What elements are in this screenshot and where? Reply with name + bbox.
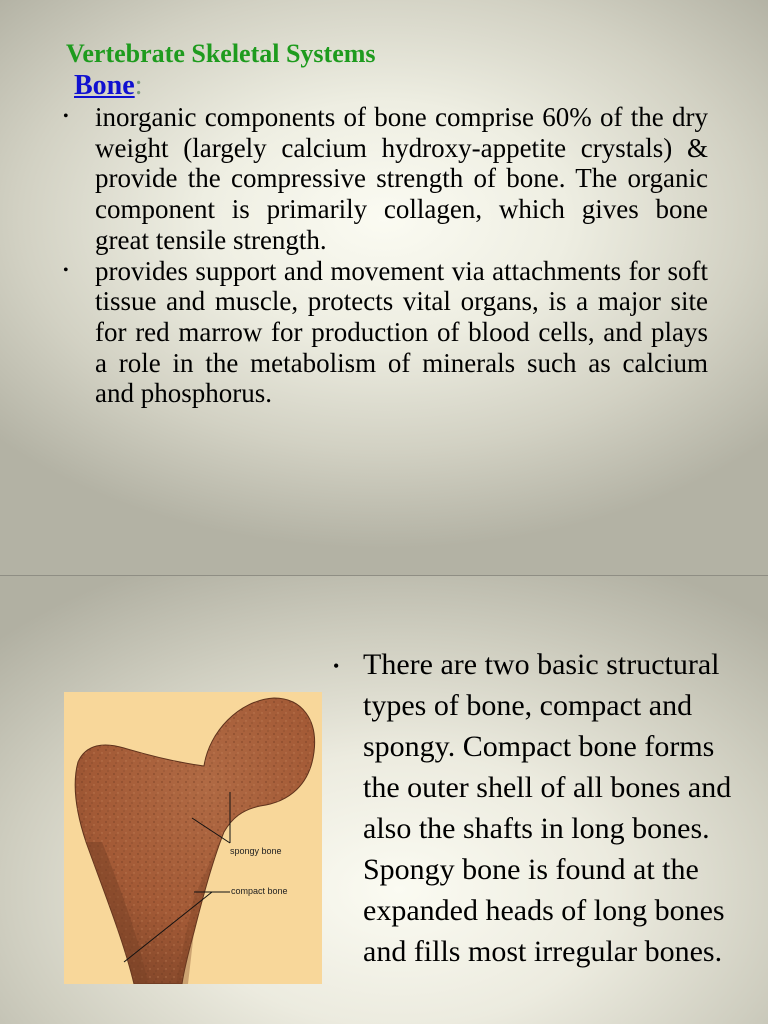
- bullet-icon: •: [63, 261, 69, 279]
- femur-cross-section-image: [64, 692, 322, 984]
- bullet-list: [63, 102, 708, 409]
- bullet-item: [333, 644, 733, 972]
- bullet-item: [63, 102, 708, 256]
- spongy-bone-label: spongy bone: [230, 846, 282, 856]
- bullet-text: There are two basic structural types of bone, compact and spongy. Compact bone forms the outer shell of all bones and also the shafts in long bones. Spongy bone is found at the expanded heads of long bones and fills most irregular bones.: [363, 648, 732, 968]
- subtitle-colon: :: [134, 70, 143, 101]
- slide-bone-types: [0, 576, 768, 1024]
- compact-bone-label: compact bone: [231, 886, 288, 896]
- femur-illustration: [64, 692, 322, 984]
- bullet-icon: •: [63, 108, 69, 125]
- bone-link[interactable]: Bone: [74, 70, 135, 101]
- bullet-text: inorganic components of bone comprise 60% of the dry weight (largely calcium hydroxy-appetite crystals) & provide the compressive strength of bone. The organic component is primarily collagen, which gives bone great tensile strength.: [95, 102, 708, 255]
- slide-title: Vertebrate Skeletal Systems: [66, 39, 376, 68]
- bullet-text: provides support and movement via attachments for soft tissue and muscle, protects vital organs, is a major site for red marrow for production of blood cells, and plays a role in the metabolism of minerals such as calcium and phosphorus.: [95, 255, 708, 409]
- bullet-icon: •: [333, 656, 340, 676]
- slide-subtitle: [74, 69, 142, 103]
- bullet-item: [63, 255, 708, 410]
- bone-types-list: [333, 644, 733, 972]
